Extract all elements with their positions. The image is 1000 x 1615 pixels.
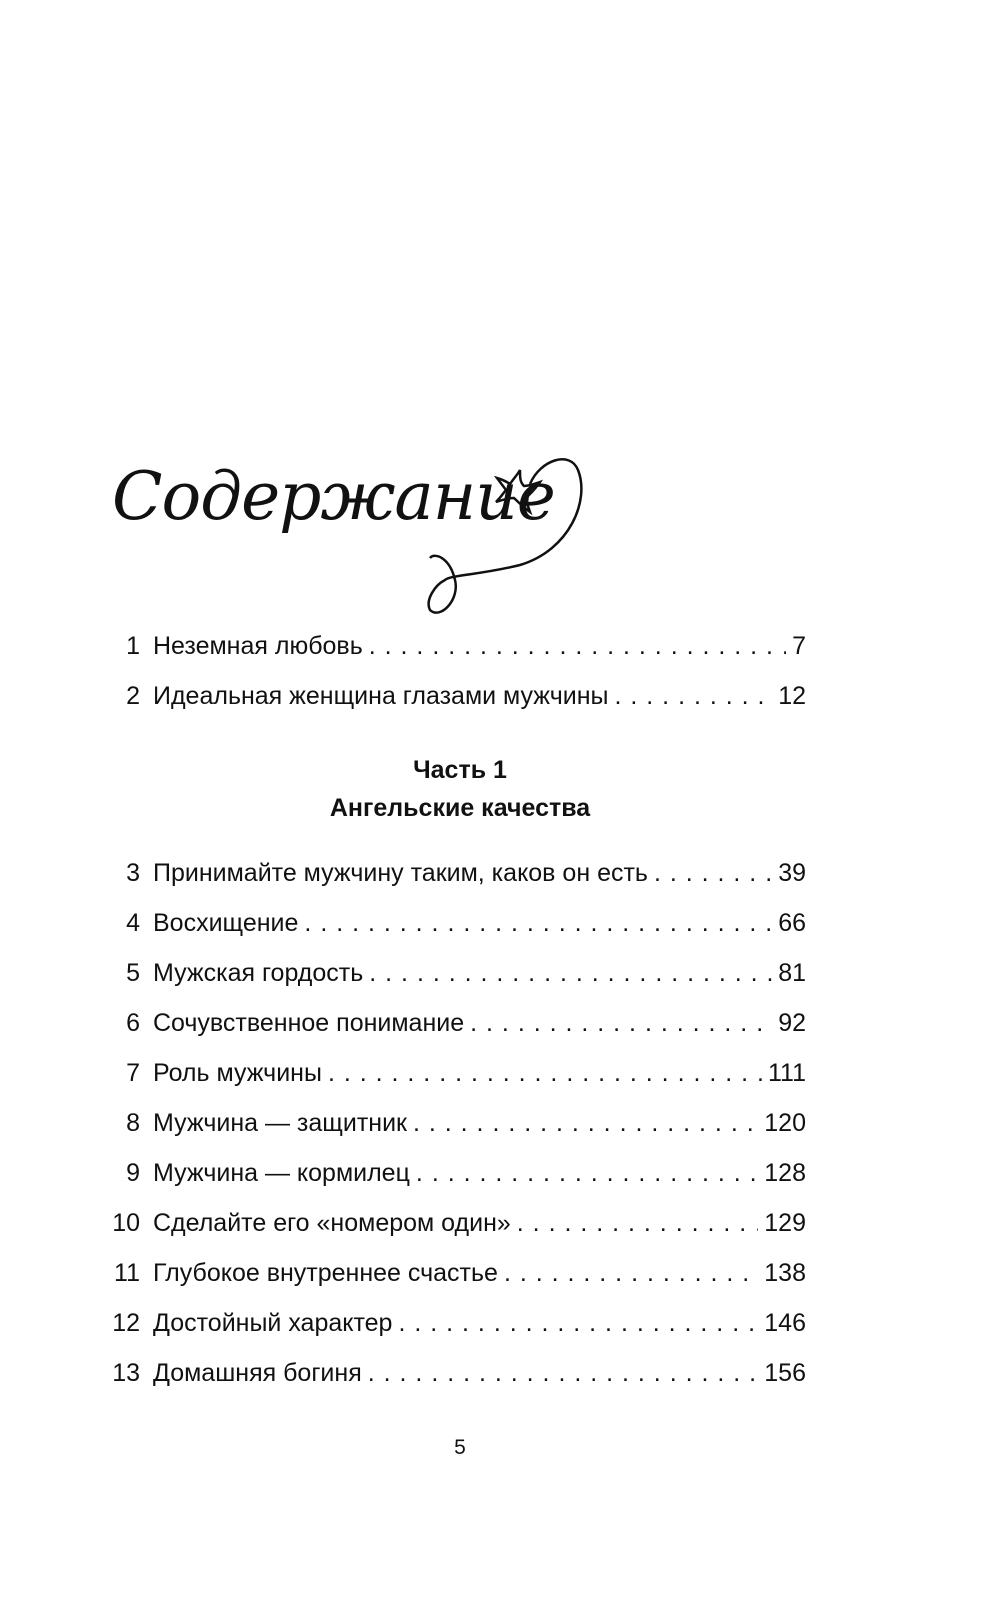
dot-leader	[517, 1209, 759, 1238]
toc-entry[interactable]	[100, 903, 806, 943]
dot-leader	[369, 632, 786, 661]
toc-entry[interactable]	[100, 1253, 806, 1293]
entry-page: 138	[764, 1258, 806, 1287]
dot-leader	[504, 1259, 758, 1288]
dot-leader	[369, 959, 772, 988]
entry-number: 8	[126, 1108, 140, 1137]
entry-page: 66	[778, 908, 806, 937]
entry-title: Восхищение	[153, 908, 299, 937]
dot-leader	[304, 909, 772, 938]
toc-entry[interactable]	[100, 676, 806, 716]
part-label: Часть 1	[413, 756, 507, 784]
toc-entry[interactable]	[100, 1353, 806, 1393]
entry-title: Домашняя богиня	[153, 1358, 362, 1387]
entry-number: 12	[112, 1308, 140, 1337]
toc-entry[interactable]	[100, 853, 806, 893]
toc-entry[interactable]	[100, 1153, 806, 1193]
entry-number: 5	[126, 958, 140, 987]
entry-title: Мужская гордость	[153, 958, 364, 987]
entry-title: Роль мужчины	[153, 1058, 322, 1087]
entry-page: 146	[764, 1308, 806, 1337]
entry-page: 39	[778, 858, 806, 887]
toc-entry[interactable]	[100, 1003, 806, 1043]
entry-title: Принимайте мужчину таким, каков он есть	[153, 858, 648, 887]
dot-leader	[416, 1159, 758, 1188]
toc-title: Содержание	[112, 458, 555, 535]
entry-number: 3	[126, 858, 140, 887]
entry-title: Мужчина — защитник	[153, 1108, 407, 1137]
dot-leader	[413, 1109, 758, 1138]
entry-page: 129	[764, 1208, 806, 1237]
entry-title: Глубокое внутреннее счастье	[153, 1258, 498, 1287]
entry-number: 2	[126, 681, 140, 710]
entry-title: Сочувственное понимание	[153, 1008, 465, 1037]
toc-entry[interactable]	[100, 626, 806, 666]
toc-entry[interactable]	[100, 1053, 806, 1093]
dot-leader	[470, 1009, 772, 1038]
dot-leader	[398, 1309, 758, 1338]
entry-title: Сделайте его «номером один»	[153, 1208, 511, 1237]
entry-page: 81	[778, 958, 806, 987]
toc-entry[interactable]	[100, 1103, 806, 1143]
toc-entry[interactable]	[100, 1203, 806, 1243]
dot-leader	[654, 859, 772, 888]
star-swirl-ornament-icon	[100, 440, 600, 620]
toc-entry[interactable]	[100, 1303, 806, 1343]
entry-page: 92	[778, 1008, 806, 1037]
dot-leader	[615, 682, 773, 711]
entry-number: 13	[112, 1358, 140, 1387]
entry-page: 12	[778, 681, 806, 710]
dot-leader	[328, 1059, 762, 1088]
entry-number: 9	[126, 1158, 140, 1187]
entry-title: Мужчина — кормилец	[153, 1158, 410, 1187]
entry-page: 111	[767, 1058, 806, 1087]
entry-page: 120	[764, 1108, 806, 1137]
dot-leader	[368, 1359, 759, 1388]
entry-number: 4	[126, 908, 140, 937]
toc-entry[interactable]	[100, 953, 806, 993]
entry-title: Достойный характер	[153, 1308, 393, 1337]
entry-page: 128	[764, 1158, 806, 1187]
entry-number: 6	[126, 1008, 140, 1037]
entry-number: 11	[114, 1258, 140, 1287]
toc-heading	[100, 440, 600, 620]
entry-page: 156	[764, 1358, 806, 1387]
page-number: 5	[454, 1436, 466, 1459]
entry-page: 7	[792, 631, 806, 660]
entry-number: 7	[126, 1058, 140, 1087]
entry-number: 10	[112, 1208, 140, 1237]
part-name: Ангельские качества	[329, 794, 591, 822]
entry-title: Неземная любовь	[153, 631, 363, 660]
entry-title: Идеальная женщина глазами мужчины	[153, 681, 609, 710]
entry-number: 1	[126, 631, 140, 660]
